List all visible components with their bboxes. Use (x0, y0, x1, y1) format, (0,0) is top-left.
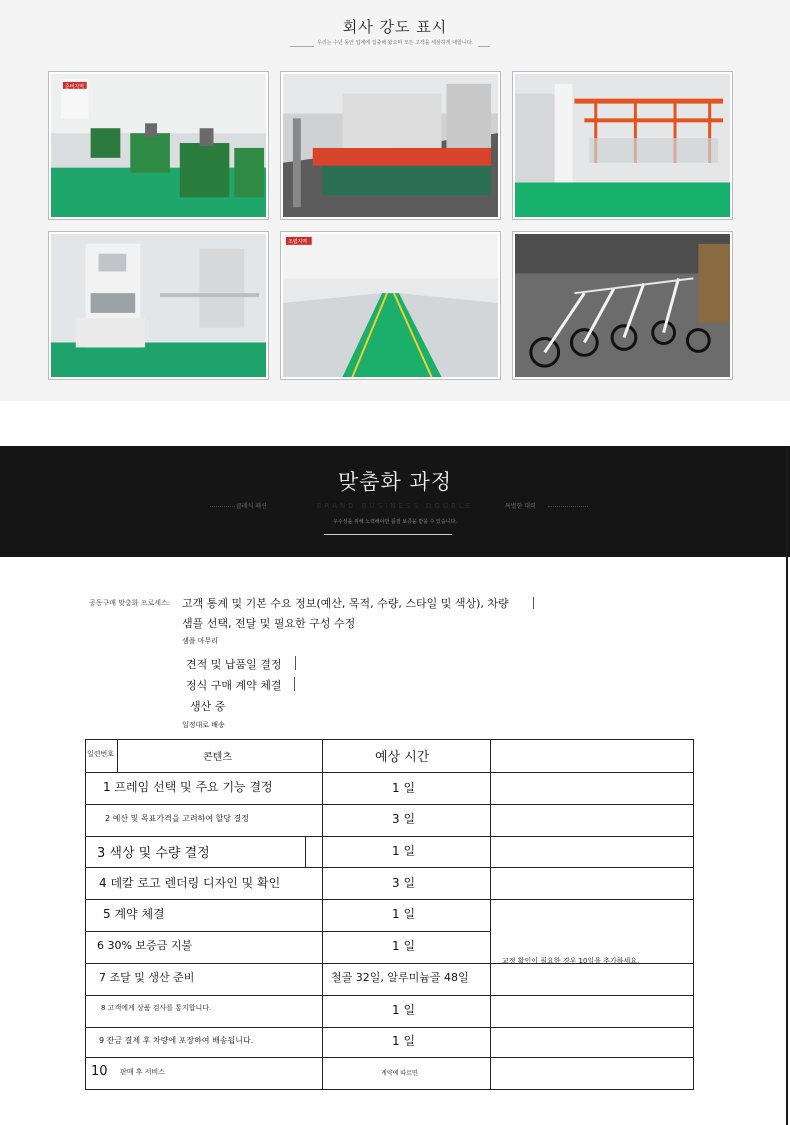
correction-note: 교정 확인이 필요한 경우 10일을 추가하세요. (502, 957, 640, 965)
banner-right-text: 특별한 대력 (505, 503, 536, 510)
text-cursor-line (533, 597, 534, 609)
table-row-content: 3 색상 및 수량 결정 (97, 846, 210, 861)
process-step: 샘플 마무리 (182, 637, 219, 645)
table-row-time: 1 일 (392, 907, 416, 921)
workshop-machines-photo (48, 71, 269, 220)
table-row-time: 1 일 (392, 781, 416, 795)
banner-description: 우수성을 위해 노력해야만 품질 보증을 받을 수 있습니다. (333, 519, 457, 525)
coating-line-photo (512, 71, 733, 220)
press-machine-photo (48, 231, 269, 380)
table-row-content: 2 예산 및 목표가격을 고려하여 할당 결정 (105, 814, 249, 823)
prep-area-sign: 준비지역 (64, 83, 84, 90)
process-step: 생산 중 (190, 700, 226, 713)
header-content: 콘텐츠 (203, 752, 232, 763)
table-row-content: 6 30% 보증금 지불 (97, 939, 193, 952)
table-row-content: 4 데칼 로고 렌더링 디자인 및 확인 (99, 876, 281, 890)
table-row-time: 1 일 (392, 1034, 416, 1048)
subtitle-line-left (290, 46, 314, 47)
process-label: 공동구매 맞춤화 프로세스: (89, 599, 171, 607)
painting-line-photo (280, 71, 501, 220)
customization-banner (0, 446, 790, 557)
header-time: 예상 시간 (375, 750, 430, 765)
table-row-content: 7 조달 및 생산 준비 (99, 971, 195, 984)
assembly-line-photo (280, 231, 501, 380)
table-row-time: 3 일 (392, 876, 416, 890)
process-step: 정식 구매 계약 체결 (186, 679, 282, 692)
table-row-content: 1 프레임 선택 및 주요 기능 결정 (103, 780, 273, 794)
strength-subtitle: 우리는 수년 동안 업계에 집중해 왔으며 모든 고객을 세심하게 대합니다. (317, 40, 473, 46)
process-step: 일정대로 배송 (182, 721, 225, 729)
banner-dots-right (548, 506, 588, 508)
company-strength-section (0, 0, 790, 401)
table-row-time: 계약에 따르면 (381, 1070, 418, 1077)
banner-center-text: BRAND BUSINESS DOUBLE (316, 502, 474, 510)
text-cursor-line (295, 656, 296, 670)
banner-left-text: 클래식 패션 (236, 503, 267, 510)
table-row-time: 철골 32일, 알루미늄골 48일 (331, 971, 469, 984)
process-step: 고객 통계 및 기본 수요 정보(예산, 목적, 수량, 스타일 및 색상), 차량 (182, 597, 509, 610)
text-cursor-line (294, 677, 295, 691)
banner-title: 맞춤화 과정 (337, 470, 453, 494)
process-table (85, 739, 694, 1090)
subtitle-line-right (478, 46, 490, 47)
process-step: 견적 및 납품일 결정 (186, 658, 282, 671)
process-step: 샘플 선택, 전달 및 필요한 구성 수정 (182, 617, 356, 630)
table-row-content: 판매 후 서비스 (120, 1068, 166, 1076)
strength-title: 회사 강도 표시 (342, 18, 448, 36)
table-row-time: 3 일 (392, 812, 416, 826)
table-row-time: 1 일 (392, 1003, 416, 1017)
table-row-time: 1 일 (392, 844, 416, 858)
header-serial: 일련번호 (87, 750, 115, 758)
banner-underline (324, 534, 452, 535)
assembly-area-sign: 조립지역 (287, 238, 308, 245)
table-row-time: 1 일 (392, 939, 416, 953)
table-row-content: 5 계약 체결 (103, 907, 165, 921)
table-row-content: 9 잔금 결제 후 차량에 포장하여 배송됩니다. (99, 1036, 254, 1045)
table-row-number: 10 (91, 1064, 108, 1079)
finished-bikes-photo (512, 231, 733, 380)
table-row-content: 8 고객에게 상품 검사를 통지합니다. (101, 1004, 212, 1012)
right-edge-border (786, 446, 788, 1125)
